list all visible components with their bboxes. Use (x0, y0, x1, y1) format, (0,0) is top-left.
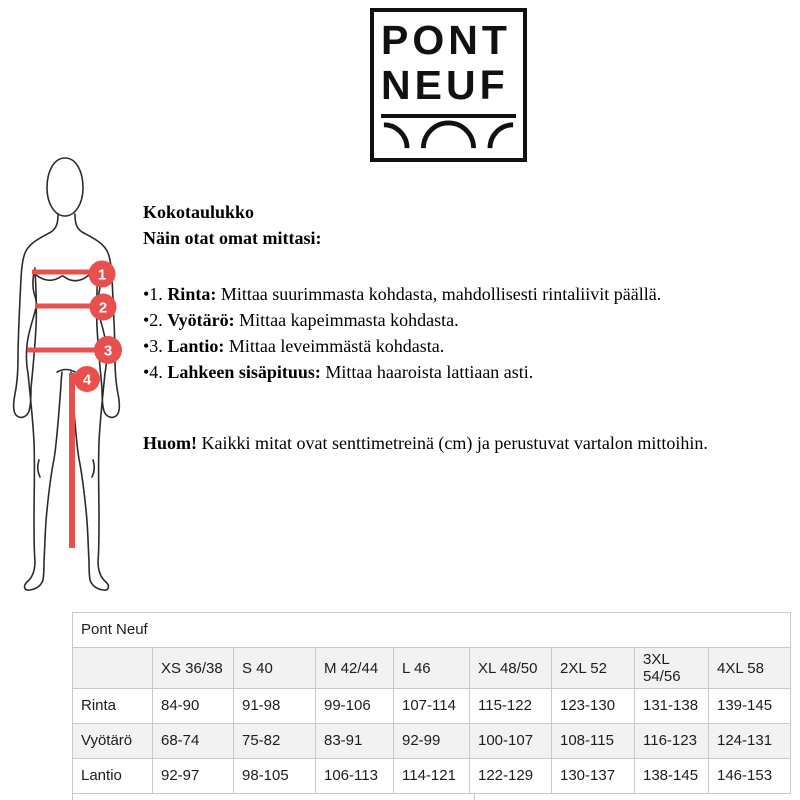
size-value-cell: 146-153 (709, 759, 791, 794)
size-value-cell: 84-90 (153, 689, 234, 724)
size-value-cell: 108-115 (552, 724, 635, 759)
size-value-cell: 124-131 (709, 724, 791, 759)
table-row (73, 724, 791, 759)
measure-item (143, 333, 800, 359)
size-value-cell: 114-121 (394, 759, 470, 794)
size-column-header: L 46 (394, 648, 470, 689)
measure-item-description: Mittaa kapeimmasta kohdasta. (234, 310, 459, 330)
measure-item-number: •3. (143, 336, 168, 356)
logo-text-line1: PONT (381, 17, 511, 63)
size-value-cell: 131-138 (635, 689, 709, 724)
measure-item-description: Mittaa leveimmästä kohdasta. (224, 336, 445, 356)
row-label: Rinta (73, 689, 153, 724)
size-value-cell: 100-107 (470, 724, 552, 759)
bust-curve-left (36, 275, 62, 280)
measurement-list (143, 281, 800, 385)
next-table-partial (72, 793, 475, 800)
size-value-cell: 138-145 (635, 759, 709, 794)
size-value-cell: 130-137 (552, 759, 635, 794)
waist-marker (90, 294, 117, 321)
measure-item-number: •4. (143, 362, 168, 382)
table-title: Pont Neuf (73, 613, 791, 648)
table-row (73, 759, 791, 794)
right-knee-mark (92, 460, 94, 477)
measure-item (143, 281, 800, 307)
size-value-cell: 92-99 (394, 724, 470, 759)
size-value-cell: 116-123 (635, 724, 709, 759)
size-value-cell: 99-106 (316, 689, 394, 724)
table-header-row (73, 648, 791, 689)
svg-text:2: 2 (98, 299, 108, 317)
note-term: Huom! (143, 433, 197, 453)
corner-cell (73, 648, 153, 689)
size-column-header: 2XL 52 (552, 648, 635, 689)
size-value-cell: 115-122 (470, 689, 552, 724)
size-value-cell: 106-113 (316, 759, 394, 794)
svg-text:3: 3 (103, 342, 113, 360)
size-table (72, 612, 791, 794)
measure-item-term: Vyötärö: (167, 310, 235, 330)
measure-item-term: Rinta: (167, 284, 217, 304)
size-column-header: 3XL 54/56 (635, 648, 709, 689)
note-text: Kaikki mitat ovat senttimetreinä (cm) ja perustuvat vartalon mittoihin. (201, 433, 708, 453)
size-value-cell: 75-82 (234, 724, 316, 759)
body-measurement-figure (5, 130, 145, 595)
size-value-cell: 122-129 (470, 759, 552, 794)
size-value-cell: 139-145 (709, 689, 791, 724)
section-title: Kokotaulukko (143, 202, 255, 222)
size-column-header: M 42/44 (316, 648, 394, 689)
left-knee-mark (38, 460, 40, 477)
section-subtitle: Näin otat omat mittasi: (143, 228, 322, 248)
measure-item-term: Lahkeen sisäpituus: (167, 362, 321, 382)
row-label: Vyötärö (73, 724, 153, 759)
measurement-note (143, 430, 800, 456)
bust-curve-right (63, 275, 89, 281)
inseam-marker (74, 366, 100, 392)
size-value-cell: 123-130 (552, 689, 635, 724)
instructions-section (143, 199, 800, 456)
size-value-cell: 92-97 (153, 759, 234, 794)
logo-text-line2: NEUF (381, 62, 509, 108)
size-column-header: S 40 (234, 648, 316, 689)
table-title-row (73, 613, 791, 648)
table-row (73, 689, 791, 724)
size-value-cell: 91-98 (234, 689, 316, 724)
body-outline (14, 158, 120, 590)
bust-marker (89, 261, 116, 288)
measure-item (143, 307, 800, 333)
size-column-header: 4XL 58 (709, 648, 791, 689)
size-column-header: XS 36/38 (153, 648, 234, 689)
svg-text:4: 4 (82, 371, 92, 389)
measure-item-description: Mittaa suurimmasta kohdasta, mahdollisesti rintaliivit päällä. (216, 284, 662, 304)
measure-item (143, 359, 800, 385)
size-value-cell: 107-114 (394, 689, 470, 724)
measure-item-term: Lantio: (167, 336, 225, 356)
head-outline (47, 158, 83, 216)
size-value-cell: 83-91 (316, 724, 394, 759)
measure-item-description: Mittaa haaroista lattiaan asti. (320, 362, 534, 382)
size-value-cell: 98-105 (234, 759, 316, 794)
measure-item-number: •1. (143, 284, 168, 304)
svg-text:1: 1 (97, 266, 107, 284)
size-column-header: XL 48/50 (470, 648, 552, 689)
measurement-markers (27, 261, 122, 549)
bridge-arches-icon (381, 120, 516, 151)
logo-divider (381, 114, 516, 118)
size-value-cell: 68-74 (153, 724, 234, 759)
hip-marker (94, 336, 122, 364)
left-torso-leg-outline (25, 268, 62, 590)
brand-logo (370, 8, 527, 162)
row-label: Lantio (73, 759, 153, 794)
measure-item-number: •2. (143, 310, 168, 330)
left-arm-outline (14, 214, 58, 417)
crotch-line (57, 370, 75, 373)
